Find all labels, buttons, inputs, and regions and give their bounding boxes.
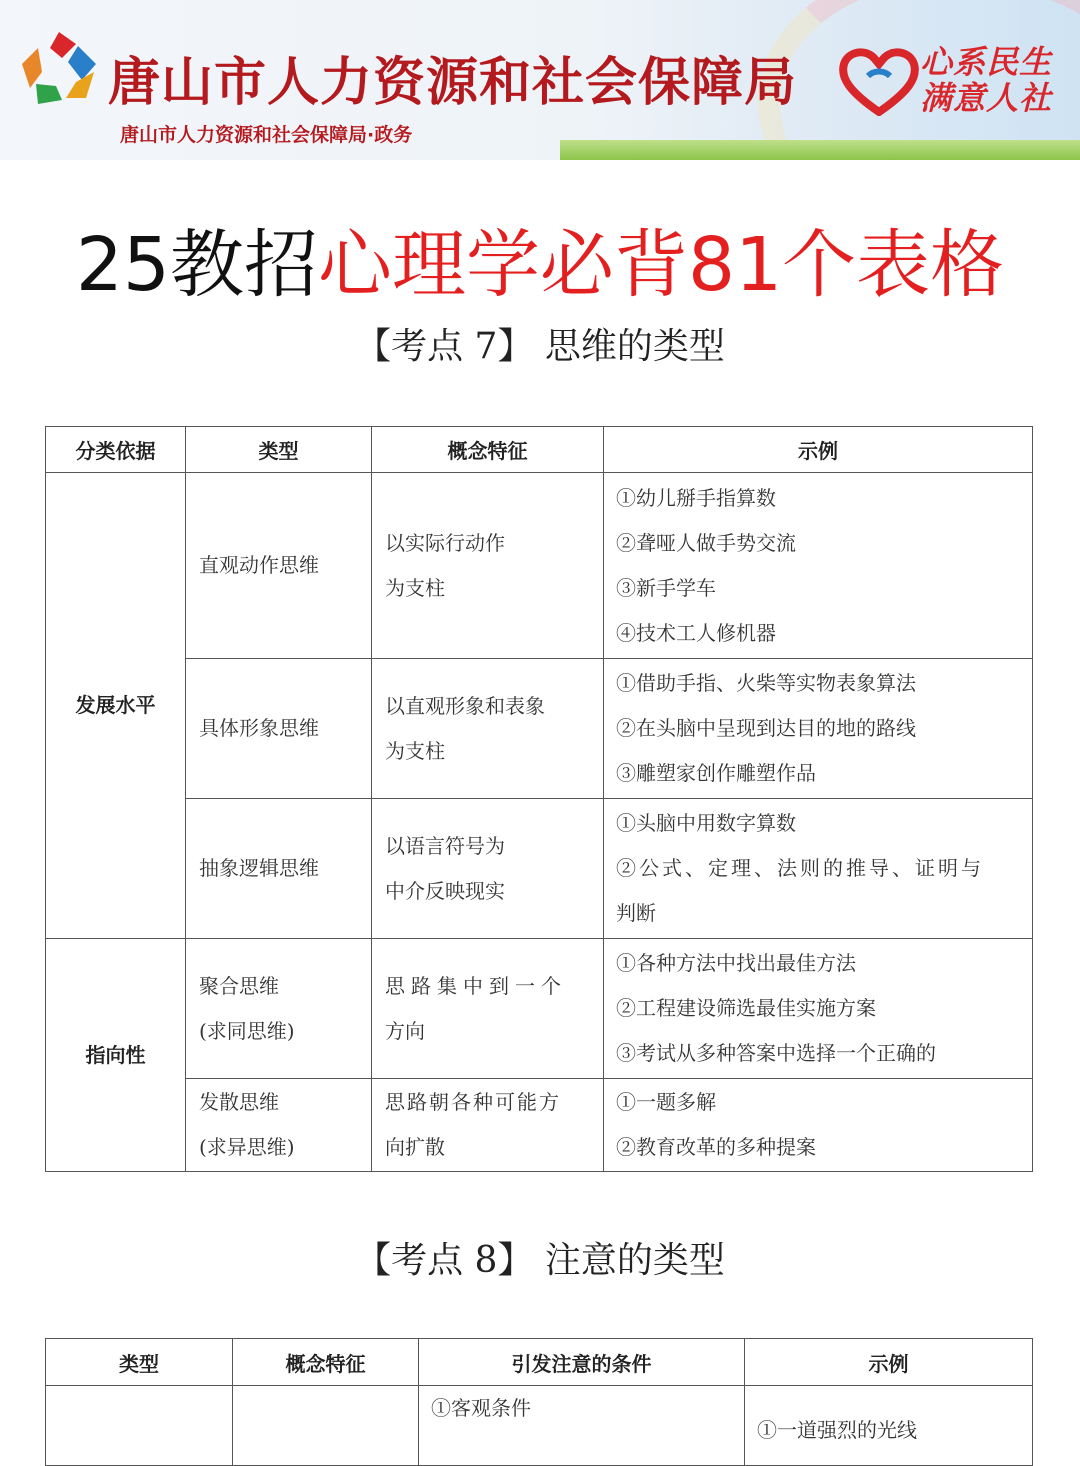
feature-text: 为支柱 <box>385 738 445 763</box>
basis-cell: 指向性 <box>46 939 186 1172</box>
table-row <box>46 799 1033 939</box>
example-text: ①各种方法中找出最佳方法 <box>616 951 856 975</box>
type-text: 发散思维 <box>199 1090 279 1114</box>
example-text: ①借助手指、火柴等实物表象算法 <box>616 671 916 695</box>
feature-text: 中介反映现实 <box>385 878 505 903</box>
org-subtitle: 唐山市人力资源和社会保障局·政务 <box>120 124 413 146</box>
example-text: ④技术工人修机器 <box>616 620 776 645</box>
type-text: (求同思维) <box>199 1018 295 1043</box>
example-text: ②聋哑人做手势交流 <box>616 530 796 555</box>
type-cell <box>186 939 372 1079</box>
example-text: ①幼儿掰手指算数 <box>616 485 776 510</box>
thinking-types-table <box>45 426 1033 1172</box>
feature-cell <box>372 799 604 939</box>
feature-text: 向扩散 <box>385 1135 445 1159</box>
example-cell <box>604 799 1033 939</box>
example-text: ①一题多解 <box>616 1090 716 1114</box>
column-header: 分类依据 <box>46 427 186 473</box>
table-row <box>46 939 1033 1079</box>
column-header: 概念特征 <box>372 427 604 473</box>
slogan-line-1: 心系民生 <box>920 43 1053 81</box>
attention-types-table <box>45 1338 1033 1466</box>
example-cell <box>604 939 1033 1079</box>
table-header-row <box>46 427 1033 473</box>
example-text: ②公式、定理、法则的推导、证明与 <box>616 856 984 880</box>
basis-cell: 发展水平 <box>46 473 186 939</box>
slogan-line-2: 满意人社 <box>920 79 1053 117</box>
example-text: ①头脑中用数字算数 <box>616 811 796 835</box>
org-name: 唐山市人力资源和社会保障局 <box>108 53 798 113</box>
condition-cell <box>419 1386 745 1466</box>
heart-logo-icon <box>838 46 920 116</box>
feature-text: 思路集中到一个 <box>385 973 567 998</box>
feature-text: 方向 <box>385 1018 425 1043</box>
example-text: ③考试从多种答案中选择一个正确的 <box>616 1041 936 1065</box>
example-text: ③雕塑家创作雕塑作品 <box>616 761 816 785</box>
condition-text: ①客观条件 <box>431 1396 531 1420</box>
table-header-row <box>46 1339 1033 1386</box>
feature-cell <box>233 1386 419 1466</box>
type-cell <box>186 799 372 939</box>
example-cell <box>745 1386 1033 1466</box>
type-cell <box>186 1079 372 1172</box>
column-header: 概念特征 <box>233 1339 419 1386</box>
feature-cell <box>372 473 604 659</box>
column-header: 示例 <box>745 1339 1033 1386</box>
example-cell <box>604 659 1033 799</box>
feature-cell <box>372 659 604 799</box>
type-cell <box>46 1386 233 1466</box>
example-text: ②在头脑中呈现到达目的地的路线 <box>616 716 916 740</box>
type-text: 具体形象思维 <box>199 716 319 740</box>
page-title <box>0 222 1080 308</box>
title-highlight: 心理学必背81个表格 <box>318 222 1005 308</box>
table-row <box>46 1386 1033 1466</box>
section-7-heading: 【考点 7】 思维的类型 <box>355 326 725 367</box>
type-text: 聚合思维 <box>199 973 279 998</box>
feature-text: 以直观形象和表象 <box>385 693 545 718</box>
title-prefix: 25教招 <box>75 222 318 308</box>
column-header: 示例 <box>604 427 1033 473</box>
grass-decoration <box>560 140 1080 160</box>
type-cell <box>186 473 372 659</box>
example-text: ③新手学车 <box>616 575 716 600</box>
feature-text: 以实际行动作 <box>385 530 505 555</box>
example-text: 判断 <box>616 901 656 925</box>
feature-text: 思路朝各种可能方 <box>385 1090 561 1114</box>
example-text: ②教育改革的多种提案 <box>616 1135 816 1159</box>
feature-text: 为支柱 <box>385 575 445 600</box>
column-header: 类型 <box>186 427 372 473</box>
type-cell <box>186 659 372 799</box>
example-text: ①一道强烈的光线 <box>757 1418 917 1442</box>
section-8-heading: 【考点 8】 注意的类型 <box>355 1240 725 1281</box>
slogan <box>920 44 1070 116</box>
type-text: (求异思维) <box>199 1135 295 1159</box>
table-row <box>46 659 1033 799</box>
header-banner <box>0 0 1080 160</box>
feature-text: 以语言符号为 <box>385 833 505 858</box>
feature-cell <box>372 1079 604 1172</box>
bureau-logo-icon <box>16 28 102 114</box>
type-text: 直观动作思维 <box>199 553 319 577</box>
column-header: 类型 <box>46 1339 233 1386</box>
example-text: ②工程建设筛选最佳实施方案 <box>616 996 876 1020</box>
example-cell <box>604 1079 1033 1172</box>
feature-cell <box>372 939 604 1079</box>
type-text: 抽象逻辑思维 <box>199 856 319 880</box>
column-header: 引发注意的条件 <box>419 1339 745 1386</box>
table-row <box>46 473 1033 659</box>
table-row <box>46 1079 1033 1172</box>
example-cell <box>604 473 1033 659</box>
